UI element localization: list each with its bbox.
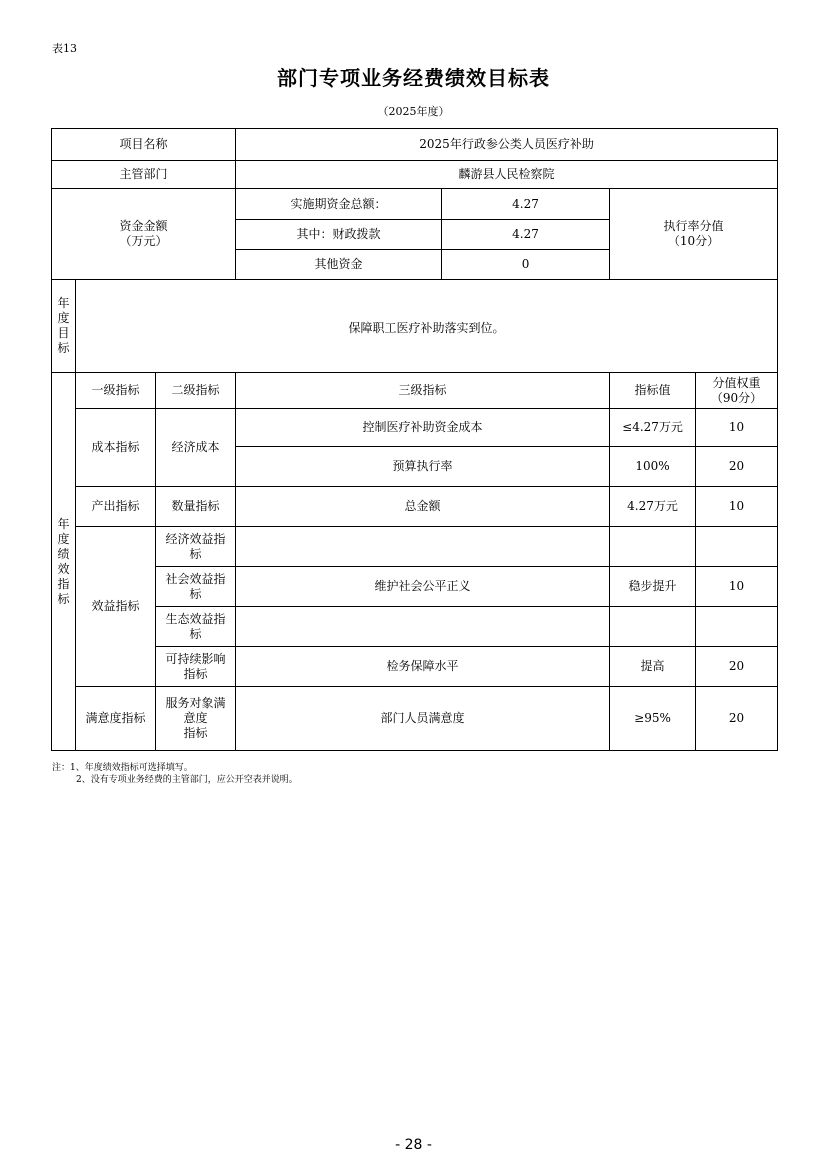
cost-level2: 经济成本: [156, 409, 236, 487]
header-weight: [696, 373, 778, 409]
social-benefit-level3: 维护社会公平正义: [236, 567, 610, 607]
funds-fiscal-value: 4.27: [442, 220, 610, 250]
execution-rate-line1: 执行率分值: [663, 219, 724, 233]
cost-r1-level3: 控制医疗补助资金成本: [236, 409, 610, 447]
funds-total-row: [52, 189, 778, 220]
satisfaction-value: ≥95%: [610, 687, 696, 751]
execution-rate-line2: （10分）: [667, 234, 720, 248]
funds-total-value: 4.27: [442, 189, 610, 220]
indicators-side-label: [52, 373, 76, 751]
execution-rate-score: [610, 189, 778, 280]
cost-level1: 成本指标: [76, 409, 156, 487]
sustain-weight: 20: [696, 647, 778, 687]
sustain-value: 提高: [610, 647, 696, 687]
annual-goal-row: [52, 280, 778, 373]
funds-label: [52, 189, 236, 280]
output-weight: 10: [696, 487, 778, 527]
annual-goal-label-text: 年度目标: [57, 296, 70, 355]
economic-benefit-line1: 经济效益指: [165, 531, 226, 546]
output-level3: 总金额: [236, 487, 610, 527]
header-value: 指标值: [610, 373, 696, 409]
economic-benefit-value: [610, 527, 696, 567]
output-value: 4.27万元: [610, 487, 696, 527]
social-benefit-weight: 10: [696, 567, 778, 607]
eco-benefit-level3: [236, 607, 610, 647]
header-weight-line1: 分值权重: [712, 375, 761, 390]
satisfaction-l2-line2: 意度: [183, 711, 208, 725]
cost-r2-level3: 预算执行率: [236, 447, 610, 487]
note-line-2: 2、没有专项业务经费的主管部门，应公开空表并说明。: [76, 775, 298, 785]
social-benefit-line1: 社会效益指: [165, 571, 226, 586]
indicator-header-row: [52, 373, 778, 409]
eco-benefit-line2: 标: [189, 626, 202, 641]
department-row: [52, 161, 778, 189]
table-row: [52, 607, 778, 647]
economic-benefit-weight: [696, 527, 778, 567]
social-benefit-level2: [156, 567, 236, 607]
table-notes: [52, 762, 298, 786]
sustain-line1: 可持续影响: [165, 651, 226, 666]
cost-r2-weight: 20: [696, 447, 778, 487]
cost-r1-value: ≤4.27万元: [610, 409, 696, 447]
social-benefit-line2: 标: [189, 586, 202, 601]
department-label: 主管部门: [52, 161, 236, 189]
table-row: [52, 647, 778, 687]
eco-benefit-weight: [696, 607, 778, 647]
cost-r2-value: 100%: [610, 447, 696, 487]
table-row: [52, 567, 778, 607]
benefit-level1: 效益指标: [76, 527, 156, 687]
table-row: [52, 487, 778, 527]
project-name-value: 2025年行政参公类人员医疗补助: [236, 129, 778, 161]
funds-fiscal-label: 其中：财政拨款: [236, 220, 442, 250]
sustain-line2: 指标: [183, 666, 208, 681]
funds-total-label: 实施期资金总额：: [236, 189, 442, 220]
eco-benefit-line1: 生态效益指: [165, 611, 226, 626]
table-number: 表13: [52, 42, 77, 55]
funds-label-line2: （万元）: [119, 234, 168, 248]
output-level2: 数量指标: [156, 487, 236, 527]
table-row: [52, 687, 778, 751]
annual-goal-label: [52, 280, 76, 373]
output-level1: 产出指标: [76, 487, 156, 527]
header-level1: 一级指标: [76, 373, 156, 409]
project-name-row: [52, 129, 778, 161]
economic-benefit-line2: 标: [189, 546, 202, 561]
economic-benefit-level3: [236, 527, 610, 567]
funds-other-label: 其他资金: [236, 250, 442, 280]
funds-label-line1: 资金金额: [119, 219, 168, 233]
project-name-label: 项目名称: [52, 129, 236, 161]
department-value: 麟游县人民检察院: [236, 161, 778, 189]
social-benefit-value: 稳步提升: [610, 567, 696, 607]
satisfaction-level3: 部门人员满意度: [236, 687, 610, 751]
sustain-level2: [156, 647, 236, 687]
table-row: [52, 527, 778, 567]
indicators-side-label-text: 年度绩效指标: [57, 516, 70, 606]
economic-benefit-level2: [156, 527, 236, 567]
satisfaction-level1: 满意度指标: [76, 687, 156, 751]
eco-benefit-value: [610, 607, 696, 647]
note-line-1: 注：1、年度绩效指标可选择填写。: [52, 763, 193, 773]
satisfaction-l2-line3: 指标: [183, 726, 208, 740]
annual-goal-text: 保障职工医疗补助落实到位。: [76, 280, 778, 373]
document-year: （2025年度）: [377, 105, 450, 118]
eco-benefit-level2: [156, 607, 236, 647]
document-title: 部门专项业务经费绩效目标表: [277, 66, 550, 90]
table-row: [52, 409, 778, 447]
funds-other-value: 0: [442, 250, 610, 280]
satisfaction-level2: [156, 687, 236, 751]
sustain-level3: 检务保障水平: [236, 647, 610, 687]
page-number: - 28 -: [395, 1137, 432, 1153]
header-level3: 三级指标: [236, 373, 610, 409]
header-weight-line2: （90分）: [710, 390, 763, 405]
header-level2: 二级指标: [156, 373, 236, 409]
cost-r1-weight: 10: [696, 409, 778, 447]
performance-goal-table: [51, 128, 778, 751]
satisfaction-weight: 20: [696, 687, 778, 751]
satisfaction-l2-line1: 服务对象满: [165, 696, 226, 710]
